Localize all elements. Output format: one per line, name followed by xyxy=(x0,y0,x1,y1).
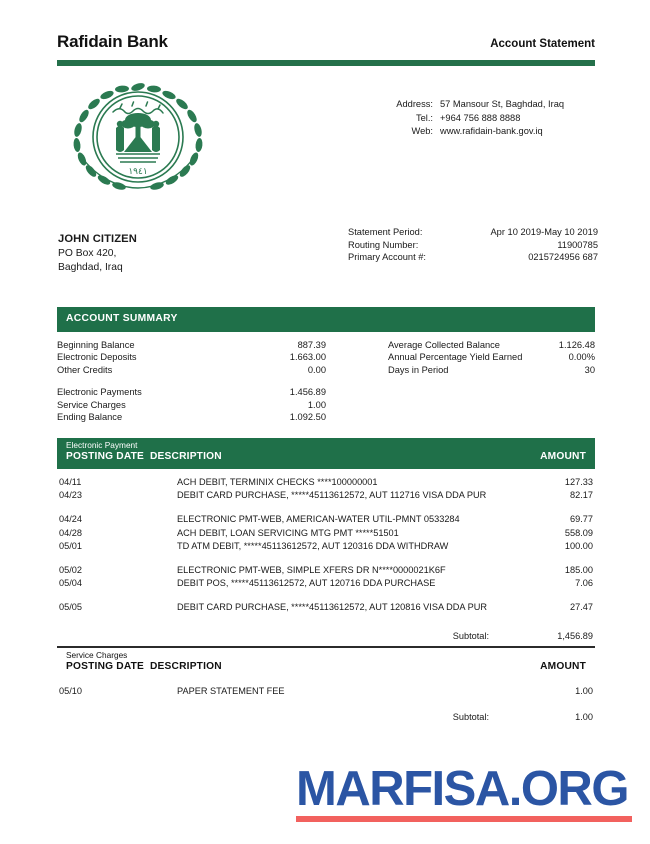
meta-row xyxy=(348,226,598,239)
summary-value: 1.456.89 xyxy=(289,387,326,398)
summary-label: Other Credits xyxy=(57,364,113,375)
cell-amount: 100.00 xyxy=(564,540,593,551)
meta-row xyxy=(348,251,598,264)
summary-row xyxy=(388,339,595,351)
summary-value: 0.00 xyxy=(307,364,326,375)
cell-description: DEBIT POS, *****45113612572, AUT 120716 DDA PURCHASE xyxy=(177,578,436,589)
cell-description: TD ATM DEBIT, *****45113612572, AUT 120316 DDA WITHDRAW xyxy=(177,540,449,551)
contact-address-row xyxy=(386,98,616,112)
subtotal-value: 1,456.89 xyxy=(557,631,593,641)
electronic-payments-subtotal xyxy=(57,630,595,643)
contact-web-row xyxy=(386,125,616,139)
cell-description: ACH DEBIT, LOAN SERVICING MTG PMT *****51501 xyxy=(177,527,399,538)
cell-amount: 69.77 xyxy=(570,514,593,525)
statement-meta-block xyxy=(348,226,598,264)
summary-label: Electronic Payments xyxy=(57,387,142,398)
subtotal-label: Subtotal: xyxy=(452,712,489,722)
cell-amount: 1.00 xyxy=(575,686,593,696)
cell-date: 04/23 xyxy=(59,490,82,501)
account-summary-title: ACCOUNT SUMMARY xyxy=(66,313,178,324)
web-label: Web: xyxy=(411,126,433,136)
summary-row xyxy=(57,364,326,376)
cell-amount: 127.33 xyxy=(564,477,593,487)
customer-address-line-1: PO Box 420, xyxy=(58,247,117,259)
table-row xyxy=(57,513,595,526)
table-row xyxy=(57,476,595,489)
cell-description: ELECTRONIC PMT-WEB, SIMPLE XFERS DR N****0000021K6F xyxy=(177,564,446,575)
logo-year: ١٩٤١ xyxy=(128,167,148,177)
table-row xyxy=(57,685,595,698)
cell-date: 05/04 xyxy=(59,578,82,589)
column-header-posting-date: POSTING DATE xyxy=(66,451,145,462)
summary-value: 1.126.48 xyxy=(558,340,595,350)
summary-row xyxy=(57,351,326,363)
summary-row xyxy=(57,399,326,411)
customer-name: JOHN CITIZEN xyxy=(58,233,137,245)
summary-spacer xyxy=(57,376,326,386)
electronic-payments-table-header xyxy=(57,438,595,469)
web-value[interactable]: www.rafidain-bank.gov.iq xyxy=(440,126,543,136)
bank-logo-emblem xyxy=(58,78,218,196)
subtotal-value: 1.00 xyxy=(575,712,593,722)
service-charges-subtotal xyxy=(57,711,595,724)
page-title: Account Statement xyxy=(490,38,595,50)
column-header-description: DESCRIPTION xyxy=(150,661,222,672)
summary-label: Electronic Deposits xyxy=(57,352,137,363)
customer-address-block xyxy=(58,232,137,276)
table-row xyxy=(57,601,595,614)
electronic-payments-rows xyxy=(57,476,595,615)
cell-description: PAPER STATEMENT FEE xyxy=(177,686,285,696)
watermark-text: MARFISA.ORG xyxy=(296,762,628,816)
electronic-payments-group-label: Electronic Payment xyxy=(66,440,138,450)
tel-label: Tel.: xyxy=(415,112,433,123)
customer-address-line-2: Baghdad, Iraq xyxy=(58,262,123,273)
header-divider xyxy=(57,60,595,66)
watermark xyxy=(296,764,636,822)
cell-description: DEBIT CARD PURCHASE, *****45113612572, AUT 120816 VISA DDA PUR xyxy=(177,602,487,613)
column-header-posting-date: POSTING DATE xyxy=(66,661,145,672)
meta-label: Routing Number: xyxy=(348,239,419,250)
bank-name: Rafidain Bank xyxy=(57,32,168,51)
summary-row xyxy=(57,411,326,423)
summary-row xyxy=(57,386,326,398)
summary-value: 1.663.00 xyxy=(289,352,326,363)
summary-row xyxy=(57,339,326,351)
cell-description: ELECTRONIC PMT-WEB, AMERICAN-WATER UTIL-PMNT 0533284 xyxy=(177,514,460,525)
subtotal-label: Subtotal: xyxy=(452,631,489,641)
meta-value: 11900785 xyxy=(557,239,598,250)
summary-value: 30 xyxy=(584,364,595,375)
cell-amount: 185.00 xyxy=(564,564,593,575)
cell-amount: 27.47 xyxy=(570,602,593,613)
account-summary-header xyxy=(57,307,595,332)
row-spacer xyxy=(57,553,595,564)
cell-date: 05/05 xyxy=(59,602,82,613)
table-row xyxy=(57,577,595,590)
meta-row xyxy=(348,239,598,252)
cell-date: 04/24 xyxy=(59,514,82,525)
summary-label: Average Collected Balance xyxy=(388,340,500,350)
summary-label: Ending Balance xyxy=(57,412,123,423)
cell-date: 04/28 xyxy=(59,527,82,538)
cell-description: DEBIT CARD PURCHASE, *****45113612572, AUT 112716 VISA DDA PUR xyxy=(177,490,487,501)
document-header xyxy=(57,32,595,52)
table-row xyxy=(57,527,595,540)
summary-value: 1.092.50 xyxy=(289,412,326,423)
column-header-amount: AMOUNT xyxy=(540,451,586,462)
meta-label: Statement Period: xyxy=(348,227,423,237)
row-spacer xyxy=(57,502,595,513)
cell-amount: 82.17 xyxy=(570,490,593,501)
cell-date: 05/01 xyxy=(59,540,82,551)
row-spacer xyxy=(57,590,595,601)
table-row xyxy=(57,489,595,502)
contact-tel-row xyxy=(386,112,616,126)
watermark-underline-bar xyxy=(296,816,632,822)
summary-label: Days in Period xyxy=(388,364,449,375)
summary-row xyxy=(388,364,595,376)
column-header-description: DESCRIPTION xyxy=(150,451,222,462)
summary-label: Service Charges xyxy=(57,399,126,410)
bank-contact-block xyxy=(386,98,616,139)
account-summary-left-column xyxy=(57,339,326,423)
meta-value: 0215724956 687 xyxy=(528,252,598,262)
summary-row xyxy=(388,351,595,363)
address-label: Address: xyxy=(396,99,433,109)
meta-label: Primary Account #: xyxy=(348,252,427,262)
address-value: 57 Mansour St, Baghdad, Iraq xyxy=(440,99,565,109)
summary-value: 1.00 xyxy=(307,399,326,410)
service-charges-group-label: Service Charges xyxy=(66,650,128,660)
account-summary-body xyxy=(57,339,595,423)
table-row xyxy=(57,540,595,553)
cell-amount: 7.06 xyxy=(575,578,593,589)
table-row xyxy=(57,564,595,577)
summary-label: Beginning Balance xyxy=(57,340,135,350)
cell-date: 04/11 xyxy=(59,477,82,487)
cell-date: 05/02 xyxy=(59,564,82,575)
column-header-amount: AMOUNT xyxy=(540,661,586,672)
summary-value: 0.00% xyxy=(568,352,595,363)
tel-value: +964 756 888 8888 xyxy=(440,112,521,123)
summary-label: Annual Percentage Yield Earned xyxy=(388,352,523,363)
service-charges-rows xyxy=(57,685,595,698)
account-summary-right-column xyxy=(326,339,595,423)
meta-value: Apr 10 2019-May 10 2019 xyxy=(490,227,598,237)
cell-date: 05/10 xyxy=(59,686,82,696)
cell-description: ACH DEBIT, TERMINIX CHECKS ****100000001 xyxy=(177,477,378,487)
summary-value: 887.39 xyxy=(297,340,326,350)
cell-amount: 558.09 xyxy=(564,527,593,538)
service-charges-table-header xyxy=(57,648,595,679)
